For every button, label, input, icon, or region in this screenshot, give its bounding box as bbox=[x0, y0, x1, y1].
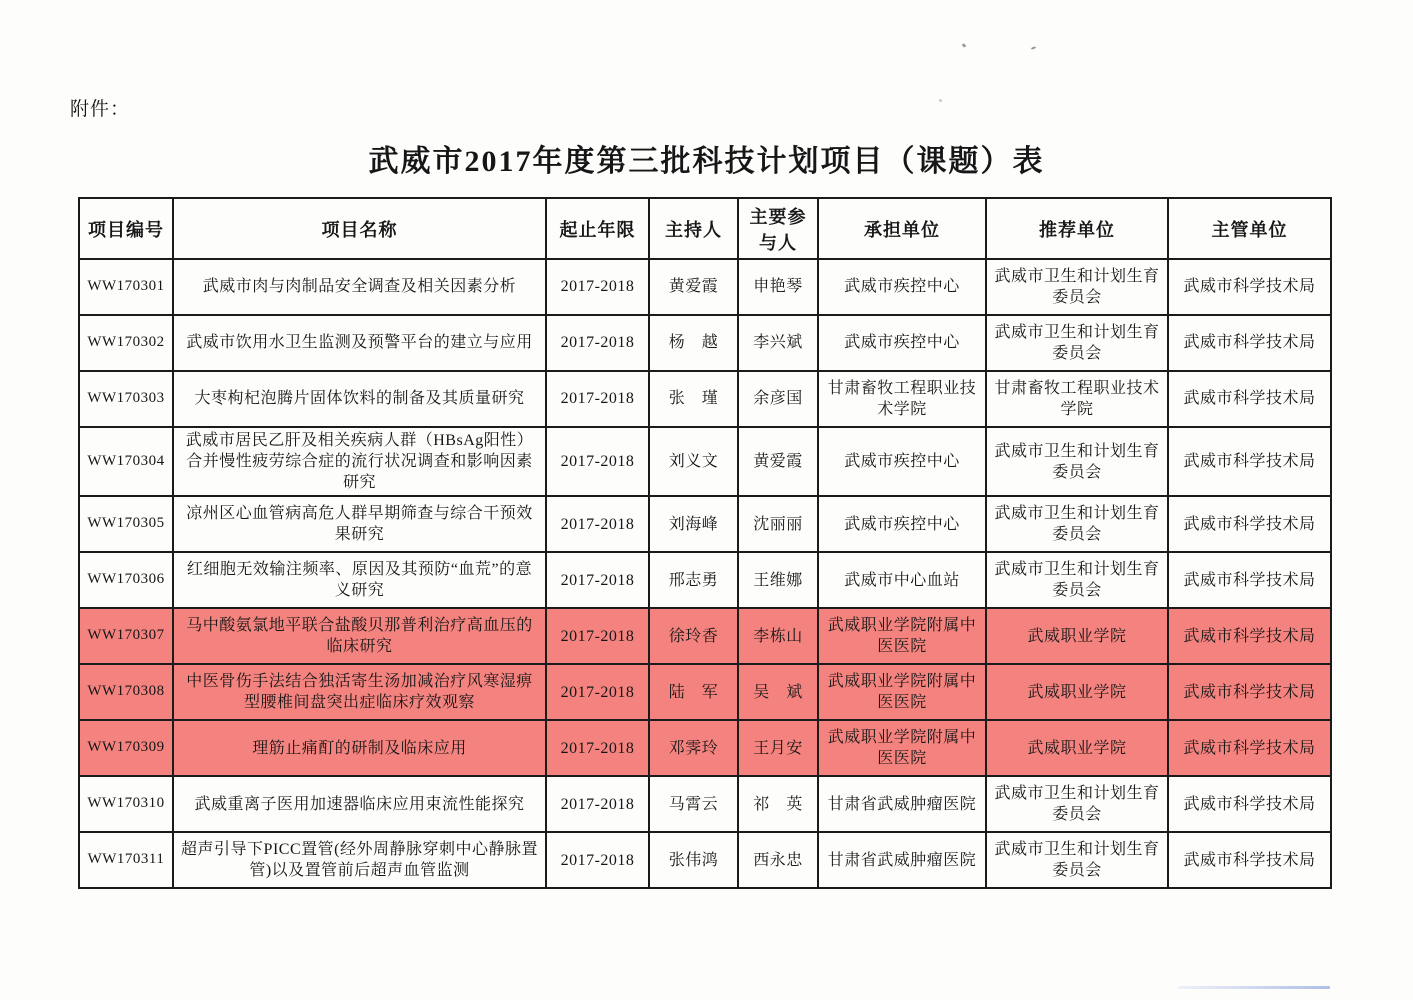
header-participant: 主要参与人 bbox=[738, 198, 818, 259]
cell-participant: 西永忠 bbox=[738, 832, 818, 888]
table-row bbox=[79, 427, 1331, 496]
cell-recommender: 武威市卫生和计划生育委员会 bbox=[986, 552, 1168, 608]
page-title: 武威市2017年度第三批科技计划项目（课题）表 bbox=[368, 145, 1045, 178]
cell-undertaker: 武威职业学院附属中医医院 bbox=[818, 720, 986, 776]
cell-project-name: 超声引导下PICC置管(经外周静脉穿刺中心静脉置管)以及置管前后超声血管监测 bbox=[173, 832, 546, 888]
cell-project-name: 武威重离子医用加速器临床应用束流性能探究 bbox=[173, 776, 546, 832]
cell-undertaker: 武威市中心血站 bbox=[818, 552, 986, 608]
cell-project-id: WW170301 bbox=[79, 259, 173, 315]
cell-undertaker: 武威市疾控中心 bbox=[818, 496, 986, 552]
cell-supervisor: 武威市科学技术局 bbox=[1168, 720, 1331, 776]
cell-undertaker: 武威市疾控中心 bbox=[818, 259, 986, 315]
table-row bbox=[79, 552, 1331, 608]
cell-recommender: 武威市卫生和计划生育委员会 bbox=[986, 259, 1168, 315]
cell-project-id: WW170311 bbox=[79, 832, 173, 888]
cell-years: 2017-2018 bbox=[546, 259, 649, 315]
cell-years: 2017-2018 bbox=[546, 315, 649, 371]
cell-undertaker: 甘肃省武威肿瘤医院 bbox=[818, 776, 986, 832]
cell-participant: 王月安 bbox=[738, 720, 818, 776]
cell-project-name: 武威市肉与肉制品安全调查及相关因素分析 bbox=[173, 259, 546, 315]
header-project-id: 项目编号 bbox=[79, 198, 173, 259]
cell-leader: 徐玲香 bbox=[649, 608, 738, 664]
cell-years: 2017-2018 bbox=[546, 496, 649, 552]
cell-project-id: WW170305 bbox=[79, 496, 173, 552]
cell-years: 2017-2018 bbox=[546, 552, 649, 608]
cell-supervisor: 武威市科学技术局 bbox=[1168, 496, 1331, 552]
cell-leader: 邓霁玲 bbox=[649, 720, 738, 776]
cell-leader: 刘义文 bbox=[649, 427, 738, 496]
cell-leader: 陆 军 bbox=[649, 664, 738, 720]
cell-years: 2017-2018 bbox=[546, 371, 649, 427]
cell-project-name: 马中酸氨氯地平联合盐酸贝那普利治疗高血压的临床研究 bbox=[173, 608, 546, 664]
cell-project-name: 武威市饮用水卫生监测及预警平台的建立与应用 bbox=[173, 315, 546, 371]
header-project-name: 项目名称 bbox=[173, 198, 546, 259]
table-row bbox=[79, 315, 1331, 371]
cell-recommender: 甘肃畜牧工程职业技术学院 bbox=[986, 371, 1168, 427]
cell-undertaker: 甘肃省武威肿瘤医院 bbox=[818, 832, 986, 888]
cell-leader: 张伟鸿 bbox=[649, 832, 738, 888]
cell-years: 2017-2018 bbox=[546, 427, 649, 496]
cell-participant: 祁 英 bbox=[738, 776, 818, 832]
scan-speck bbox=[1031, 46, 1036, 50]
cell-supervisor: 武威市科学技术局 bbox=[1168, 608, 1331, 664]
cell-project-id: WW170302 bbox=[79, 315, 173, 371]
cell-project-id: WW170310 bbox=[79, 776, 173, 832]
cell-participant: 李栋山 bbox=[738, 608, 818, 664]
cell-project-id: WW170303 bbox=[79, 371, 173, 427]
cell-supervisor: 武威市科学技术局 bbox=[1168, 259, 1331, 315]
table-row-highlighted bbox=[79, 608, 1331, 664]
cell-years: 2017-2018 bbox=[546, 608, 649, 664]
cell-supervisor: 武威市科学技术局 bbox=[1168, 664, 1331, 720]
cell-recommender: 武威市卫生和计划生育委员会 bbox=[986, 427, 1168, 496]
cell-participant: 王维娜 bbox=[738, 552, 818, 608]
cell-recommender: 武威职业学院 bbox=[986, 608, 1168, 664]
cell-undertaker: 武威职业学院附属中医医院 bbox=[818, 664, 986, 720]
project-table bbox=[78, 197, 1332, 889]
attachment-label: 附件： bbox=[70, 99, 131, 120]
cell-participant: 黄爱霞 bbox=[738, 427, 818, 496]
header-recommender: 推荐单位 bbox=[986, 198, 1168, 259]
cell-participant: 申艳琴 bbox=[738, 259, 818, 315]
table-row-highlighted bbox=[79, 664, 1331, 720]
cell-recommender: 武威市卫生和计划生育委员会 bbox=[986, 496, 1168, 552]
cell-recommender: 武威市卫生和计划生育委员会 bbox=[986, 776, 1168, 832]
cell-project-name: 武威市居民乙肝及相关疾病人群（HBsAg阳性）合并慢性疲劳综合症的流行状况调查和影响因素研究 bbox=[173, 427, 546, 496]
cell-project-id: WW170308 bbox=[79, 664, 173, 720]
cell-project-id: WW170307 bbox=[79, 608, 173, 664]
cell-recommender: 武威市卫生和计划生育委员会 bbox=[986, 315, 1168, 371]
cell-leader: 马霄云 bbox=[649, 776, 738, 832]
cell-leader: 刘海峰 bbox=[649, 496, 738, 552]
table-row bbox=[79, 776, 1331, 832]
table-row bbox=[79, 496, 1331, 552]
cell-project-name: 大枣枸杞泡腾片固体饮料的制备及其质量研究 bbox=[173, 371, 546, 427]
cell-participant: 余彦国 bbox=[738, 371, 818, 427]
cell-project-name: 理筋止痛酊的研制及临床应用 bbox=[173, 720, 546, 776]
cell-supervisor: 武威市科学技术局 bbox=[1168, 776, 1331, 832]
cell-undertaker: 武威市疾控中心 bbox=[818, 315, 986, 371]
header-years: 起止年限 bbox=[546, 198, 649, 259]
cell-project-name: 凉州区心血管病高危人群早期筛查与综合干预效果研究 bbox=[173, 496, 546, 552]
cell-project-id: WW170304 bbox=[79, 427, 173, 496]
table-row-highlighted bbox=[79, 720, 1331, 776]
cell-recommender: 武威职业学院 bbox=[986, 720, 1168, 776]
cell-supervisor: 武威市科学技术局 bbox=[1168, 552, 1331, 608]
cell-supervisor: 武威市科学技术局 bbox=[1168, 371, 1331, 427]
table-row bbox=[79, 371, 1331, 427]
table-header-row bbox=[79, 198, 1331, 259]
cell-undertaker: 武威职业学院附属中医医院 bbox=[818, 608, 986, 664]
cell-years: 2017-2018 bbox=[546, 720, 649, 776]
table-row bbox=[79, 832, 1331, 888]
cell-participant: 吴 斌 bbox=[738, 664, 818, 720]
cell-project-name: 中医骨伤手法结合独活寄生汤加减治疗风寒湿痹型腰椎间盘突出症临床疗效观察 bbox=[173, 664, 546, 720]
cell-project-name: 红细胞无效输注频率、原因及其预防“血荒”的意义研究 bbox=[173, 552, 546, 608]
cell-project-id: WW170306 bbox=[79, 552, 173, 608]
cell-leader: 黄爱霞 bbox=[649, 259, 738, 315]
header-leader: 主持人 bbox=[649, 198, 738, 259]
cell-leader: 张 瑾 bbox=[649, 371, 738, 427]
cell-recommender: 武威市卫生和计划生育委员会 bbox=[986, 832, 1168, 888]
scan-speck bbox=[939, 99, 942, 102]
cell-supervisor: 武威市科学技术局 bbox=[1168, 315, 1331, 371]
cell-years: 2017-2018 bbox=[546, 664, 649, 720]
cell-participant: 李兴斌 bbox=[738, 315, 818, 371]
cell-undertaker: 武威市疾控中心 bbox=[818, 427, 986, 496]
cell-recommender: 武威职业学院 bbox=[986, 664, 1168, 720]
header-undertaker: 承担单位 bbox=[818, 198, 986, 259]
scan-speck bbox=[962, 43, 967, 48]
cell-undertaker: 甘肃畜牧工程职业技术学院 bbox=[818, 371, 986, 427]
cell-participant: 沈丽丽 bbox=[738, 496, 818, 552]
cell-years: 2017-2018 bbox=[546, 776, 649, 832]
table-row bbox=[79, 259, 1331, 315]
scan-artifact-line bbox=[1178, 986, 1330, 989]
header-supervisor: 主管单位 bbox=[1168, 198, 1331, 259]
cell-supervisor: 武威市科学技术局 bbox=[1168, 832, 1331, 888]
cell-supervisor: 武威市科学技术局 bbox=[1168, 427, 1331, 496]
cell-project-id: WW170309 bbox=[79, 720, 173, 776]
cell-leader: 杨 越 bbox=[649, 315, 738, 371]
cell-years: 2017-2018 bbox=[546, 832, 649, 888]
cell-leader: 邢志勇 bbox=[649, 552, 738, 608]
